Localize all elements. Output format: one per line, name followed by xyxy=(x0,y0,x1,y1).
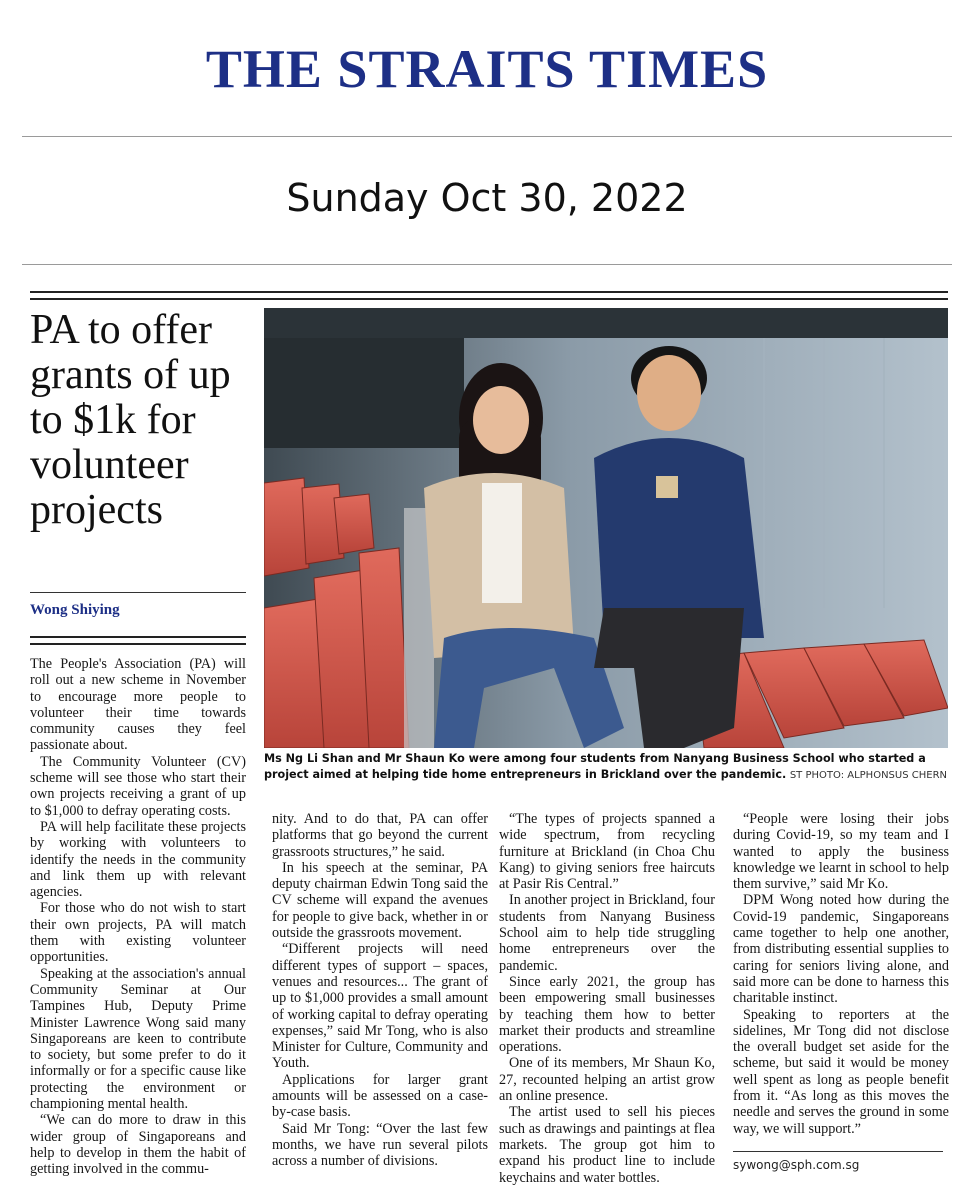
byline: Wong Shiying xyxy=(30,602,120,618)
paragraph: The Community Volunteer (CV) scheme will see those who start their own projects receiving a grant of up to $1,000 to defray operating costs. xyxy=(30,753,246,819)
paragraph: DPM Wong noted how during the Covid-19 pandemic, Singaporeans came together to help one another, from distributing essential supplies to caring for seniors living alone, and said more can be done to harness this charitable instinct. xyxy=(733,892,949,1007)
paragraph: For those who do not wish to start their own projects, PA will match them with existing volunteer opportunities. xyxy=(30,900,246,966)
paragraph: Speaking to reporters at the sidelines, Mr Tong did not disclose the overall budget set aside for the scheme, but said it would be money well spent as long as people benefit from it. “As long as this moves the needle and serves the ground in some way, we will support.” xyxy=(733,1006,949,1137)
paragraph: nity. And to do that, PA can offer platforms that go beyond the current grassroots structures,” he said. xyxy=(272,811,488,860)
publication-date: Sunday Oct 30, 2022 xyxy=(286,176,688,220)
paragraph: “People were losing their jobs during Covid-19, so my team and I wanted to apply the business knowledge we learnt in school to help them survive,” said Mr Ko. xyxy=(733,811,949,893)
email-rule xyxy=(733,1151,943,1152)
article-headline: PA to offer grants of up to $1k for volunteer projects xyxy=(30,307,231,533)
article-photo xyxy=(264,308,948,748)
paragraph: The People's Association (PA) will roll out a new scheme in November to encourage more people to volunteer their time towards community causes they feel passionate about. xyxy=(30,656,246,754)
paragraph: Since early 2021, the group has been empowering small businesses by teaching them how to better market their products and streamline operations. xyxy=(499,973,715,1056)
photo-credit: ST PHOTO: ALPHONSUS CHERN xyxy=(789,770,947,781)
paragraph: One of its members, Mr Shaun Ko, 27, recounted helping an artist grow an online presence. xyxy=(499,1055,715,1105)
paragraph: In his speech at the seminar, PA deputy chairman Edwin Tong said the CV scheme will expand the avenues for people to give back, whether in or outside the grassroots movement. xyxy=(272,859,488,942)
date-rule xyxy=(22,264,952,265)
paragraph: “The types of projects spanned a wide spectrum, from recycling furniture at Brickland (in Choa Chu Kang) to giving seniors free haircuts at Pasir Ris Central.” xyxy=(499,811,715,893)
paragraph: The artist used to sell his pieces such as drawings and paintings at flea markets. The group got him to expand his product line to include keychains and water bottles. xyxy=(499,1104,715,1186)
author-email: sywong@sph.com.sg xyxy=(733,1158,860,1172)
paragraph: In another project in Brickland, four students from Nanyang Business School aim to help tide struggling home entrepreneurs over the pandemic. xyxy=(499,892,715,974)
paragraph: “We can do more to draw in this wider group of Singaporeans and help to develop in them the habit of getting involved in the commu- xyxy=(30,1112,246,1178)
photo-caption xyxy=(264,751,954,784)
article-column-3 xyxy=(499,811,715,1186)
article-column-1 xyxy=(30,656,246,1178)
byline-rule xyxy=(30,592,246,593)
paragraph: “Different projects will need different types of support – spaces, venues and resources... The grant of up to $1,000 provides a small amount of working capital to defray operating expenses,” said Mr Tong, who is also Minister for Culture, Community and Youth. xyxy=(272,941,488,1072)
paragraph: Said Mr Tong: “Over the last few months, we have run several pilots across a number of divisions. xyxy=(272,1120,488,1170)
body-double-rule xyxy=(30,636,246,645)
caption-text: Ms Ng Li Shan and Mr Shaun Ko were among four students from Nanyang Business School who started a project aimed at helping tide home entrepreneurs in Brickland over the pandemic. xyxy=(264,752,926,781)
article-column-2 xyxy=(272,811,488,1170)
masthead: THE STRAITS TIMES xyxy=(205,39,769,99)
paragraph: Speaking at the association's annual Community Seminar at Our Tampines Hub, Deputy Prime Minister Lawrence Wong said many Singaporeans are keen to contribute to society, but some prefer to do it informally or for a specific cause like protecting the environment or championing mental health. xyxy=(30,965,246,1113)
article-column-4 xyxy=(733,811,949,1137)
paragraph: Applications for larger grant amounts will be assessed on a case-by-case basis. xyxy=(272,1071,488,1121)
masthead-rule xyxy=(22,136,952,137)
paragraph: PA will help facilitate these projects by working with volunteers to identify the needs in the community and link them up with relevant agencies. xyxy=(30,818,246,901)
section-double-rule xyxy=(30,291,948,300)
